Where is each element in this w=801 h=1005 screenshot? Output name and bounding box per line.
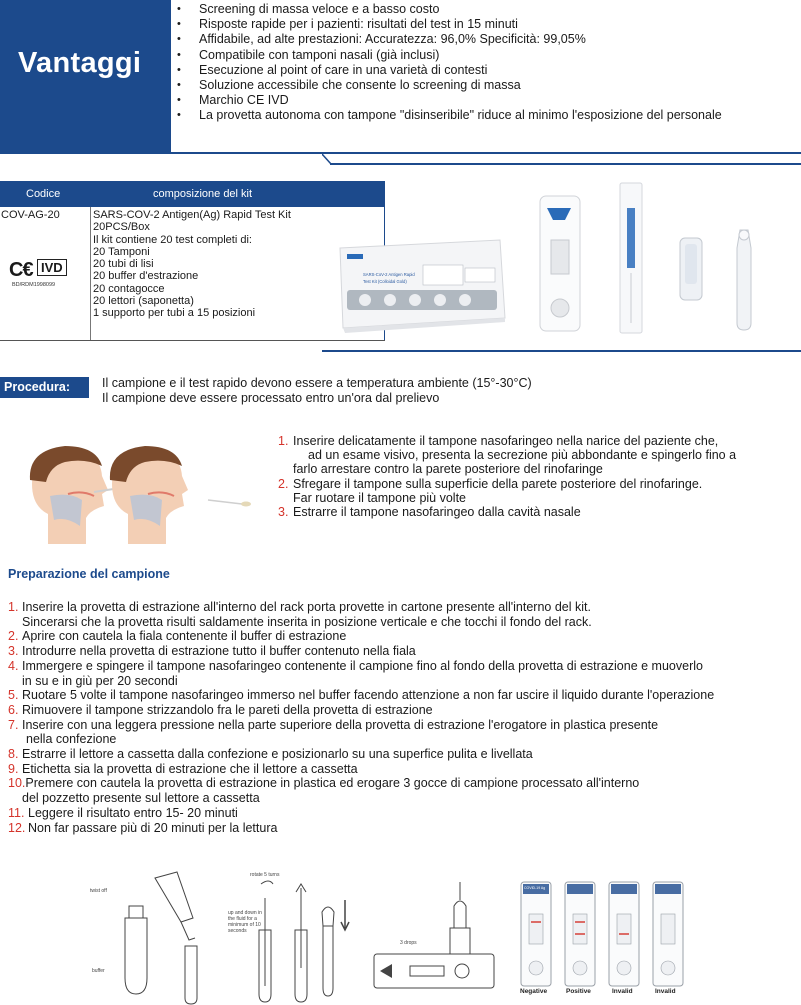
step-line: Sincerarsi che la provetta risulti saldamente inserita in posizione verticale e che tocchi il fondo del rack. [22,614,592,629]
swab-package-image [620,183,642,333]
kit-package-image [340,240,505,333]
kit-line: 20 buffer d'estrazione [93,270,199,283]
step-line: Ruotare 5 volte il tampone nasofaringeo immerso nel buffer facendo attenzione a non far uscire il liquido durante l'operazione [22,688,715,703]
step-line: Premere con cautela la provetta di estrazione in plastica ed erogare 3 gocce di campione processato all'interno [25,776,640,791]
step-line: del pozzetto presente sul lettore a cassetta [22,791,260,806]
step-number: 7. [8,717,19,732]
kit-line: 20PCS/Box [93,221,150,234]
result-label-invalid: Invalid [655,988,676,995]
step-number: 3. [278,505,289,520]
step-line: Leggere il risultato entro 15- 20 minuti [28,805,238,820]
drops-label: 3 drops [400,940,417,946]
step-line: Non far passare più di 20 minuti per la lettura [28,820,278,835]
step-line: nella confezione [26,732,117,747]
cassette-brand: COVID-19 Ag [524,886,546,890]
prep-step [8,821,798,836]
vantaggi-item: • La provetta autonoma con tampone "disinseribile" riduce al minimo l'esposizione del personale [174,108,784,123]
step-line: Inserire delicatamente il tampone nasofaringeo nella narice del paziente che, [293,434,719,448]
kit-line: SARS-COV-2 Antigen(Ag) Rapid Test Kit [93,209,291,221]
step-line: farlo arrestare contro la parete posteriore del rinofaringe [293,462,603,477]
procedure-diagrams [0,868,801,1005]
swab-rotation-diagram [225,868,355,1005]
photo-frame-top [330,163,801,165]
kit-registration: BD/RDM1998099 [12,282,56,288]
prep-step [8,688,798,703]
package-label: Test Kit (Colloidal Gold) [363,279,407,284]
step-line: Inserire con una leggera pressione nella parte superiore della provetta di estrazione l'erogatore in plastica presente [22,717,659,732]
step-number: 6. [8,702,19,717]
result-label-negative: Negative [520,988,548,995]
preparazione-title: Preparazione del campione [8,567,170,581]
section-divider [0,152,801,154]
step-line: Estrarre il tampone nasofaringeo dalla cavità nasale [293,505,581,520]
kit-line: 20 tubi di lisi [93,258,154,271]
procedura-text [102,376,532,405]
step-number: 3. [8,644,19,659]
step-number: 8. [8,747,19,762]
step-number: 12. [8,820,26,835]
kit-table-body [0,207,384,340]
vantaggi-title: Vantaggi [18,47,142,79]
buffer-label: buffer [92,968,105,974]
step-line: Immergere e spingere il tampone nasofaringeo contenente il campione fino al fondo della provetta di estrazione e muoverlo [22,658,703,673]
buffer-vial-image [680,238,702,300]
photo-frame-bottom [322,350,801,352]
swab-step [278,477,788,505]
result-cassettes-diagram [515,880,690,992]
result-cassette-invalid [609,882,639,986]
kit-code-cell [0,207,91,340]
result-label-invalid: Invalid [612,988,633,995]
vantaggi-item: • Screening di massa veloce e a basso costo [174,2,784,17]
test-cassette-image [540,196,580,331]
dispense-drops-diagram [370,878,500,1005]
result-cassette-invalid [653,882,683,986]
step-line: Estrarre il lettore a cassetta dalla confezione e posizionarlo su una superfice pulita e livellata [22,747,533,762]
extraction-tube-image [737,230,751,330]
result-cassette-positive [565,882,595,986]
procedura-line: Il campione e il test rapido devono essere a temperatura ambiente (15°-30°C) [102,376,532,390]
step-number: 9. [8,761,19,776]
ivd-badge: IVD [37,259,67,276]
kit-header-code: Codice [26,188,61,200]
kit-composition-list [93,209,291,320]
kit-code: COV-AG-20 [1,209,60,221]
package-label: SARS-CoV-2 Antigen Rapid [363,272,415,277]
vantaggi-item: • Esecuzione al point of care in una varietà di contesti [174,63,784,78]
procedura-label: Procedura: [0,377,89,398]
step-line: Far ruotare il tampone più volte [293,490,467,505]
kit-line: Il kit contiene 20 test completi di: [93,233,252,246]
photo-frame-corner [322,150,332,166]
kit-table-border [0,340,385,341]
step-number: 1. [278,434,289,448]
prep-step [8,806,798,821]
patient-head-illustration [30,446,120,544]
prep-step [8,644,798,659]
step-number: 4. [8,658,19,673]
product-photo [335,168,801,348]
vantaggi-list [174,2,784,124]
kit-table-header [0,181,384,207]
prep-step [8,747,798,762]
vantaggi-panel [0,0,171,152]
result-label-positive: Positive [566,988,591,995]
result-cassette-negative [521,882,551,986]
step-number: 2. [8,629,19,644]
step-number: 11. [8,805,25,820]
twist-off-label: twist off [90,888,107,894]
ce-mark-icon: C€ [9,259,33,281]
step-line: Sfregare il tampone sulla superficie della parete posteriore del rinofaringe. [293,476,703,491]
prep-step [8,718,798,747]
step-number: 1. [8,600,19,614]
vantaggi-item: • Marchio CE IVD [174,93,784,108]
updown-label: up and down in the fluid for a minimum of 10 seconds [228,910,262,934]
swab-step [278,505,788,519]
kit-line: 20 contagocce [93,282,165,295]
prep-step [8,659,798,688]
preparazione-steps-list [8,600,798,835]
step-number: 2. [278,476,289,491]
vantaggi-item: • Risposte rapide per i pazienti: risultati del test in 15 minuti [174,17,784,32]
nasal-swab-illustration [10,436,265,554]
step-line: Introdurre nella provetta di estrazione tutto il buffer contenuto nella fiala [22,644,416,659]
rotate-label: rotate 5 turns [250,872,280,878]
kit-line: 20 Tamponi [93,245,150,258]
vantaggi-item: • Compatibile con tamponi nasali (già inclusi) [174,48,784,63]
prep-step [8,600,798,629]
prep-step [8,776,798,805]
step-line: Rimuovere il tampone strizzandolo fra le pareti della provetta di estrazione [22,702,433,717]
step-number: 5. [8,688,19,703]
swab-icon [208,500,251,507]
prep-step [8,629,798,644]
vantaggi-item: • Soluzione accessibile che consente lo screening di massa [174,78,784,93]
swab-step [278,434,788,477]
kit-header-composition: composizione del kit [153,188,253,200]
kit-line: 20 lettori (saponetta) [93,295,194,308]
brand-logo-icon [347,254,363,259]
procedura-line: Il campione deve essere processato entro un'ora dal prelievo [102,390,440,405]
swab-steps-list [278,434,788,519]
patient-head-illustration [110,446,188,544]
prep-step [8,703,798,718]
vantaggi-item: • Affidabile, ad alte prestazioni: Accuratezza: 96,0% Specificità: 99,05% [174,32,784,47]
step-line: in su e in giù per 20 secondi [22,673,178,688]
step-line: Aprire con cautela la fiala contenente il buffer di estrazione [22,629,347,644]
step-line: Etichetta sia la provetta di estrazione che il lettore a cassetta [22,761,358,776]
step-line: Inserire la provetta di estrazione all'interno del rack porta provette in cartone presente all'interno del kit. [22,600,591,614]
kit-line: 1 supporto per tubi a 15 posizioni [93,307,256,320]
prep-step [8,762,798,777]
step-line: ad un esame visivo, presenta la secrezione più abbondante e spingerlo fino a [308,448,737,463]
step-number: 10. [8,776,26,791]
